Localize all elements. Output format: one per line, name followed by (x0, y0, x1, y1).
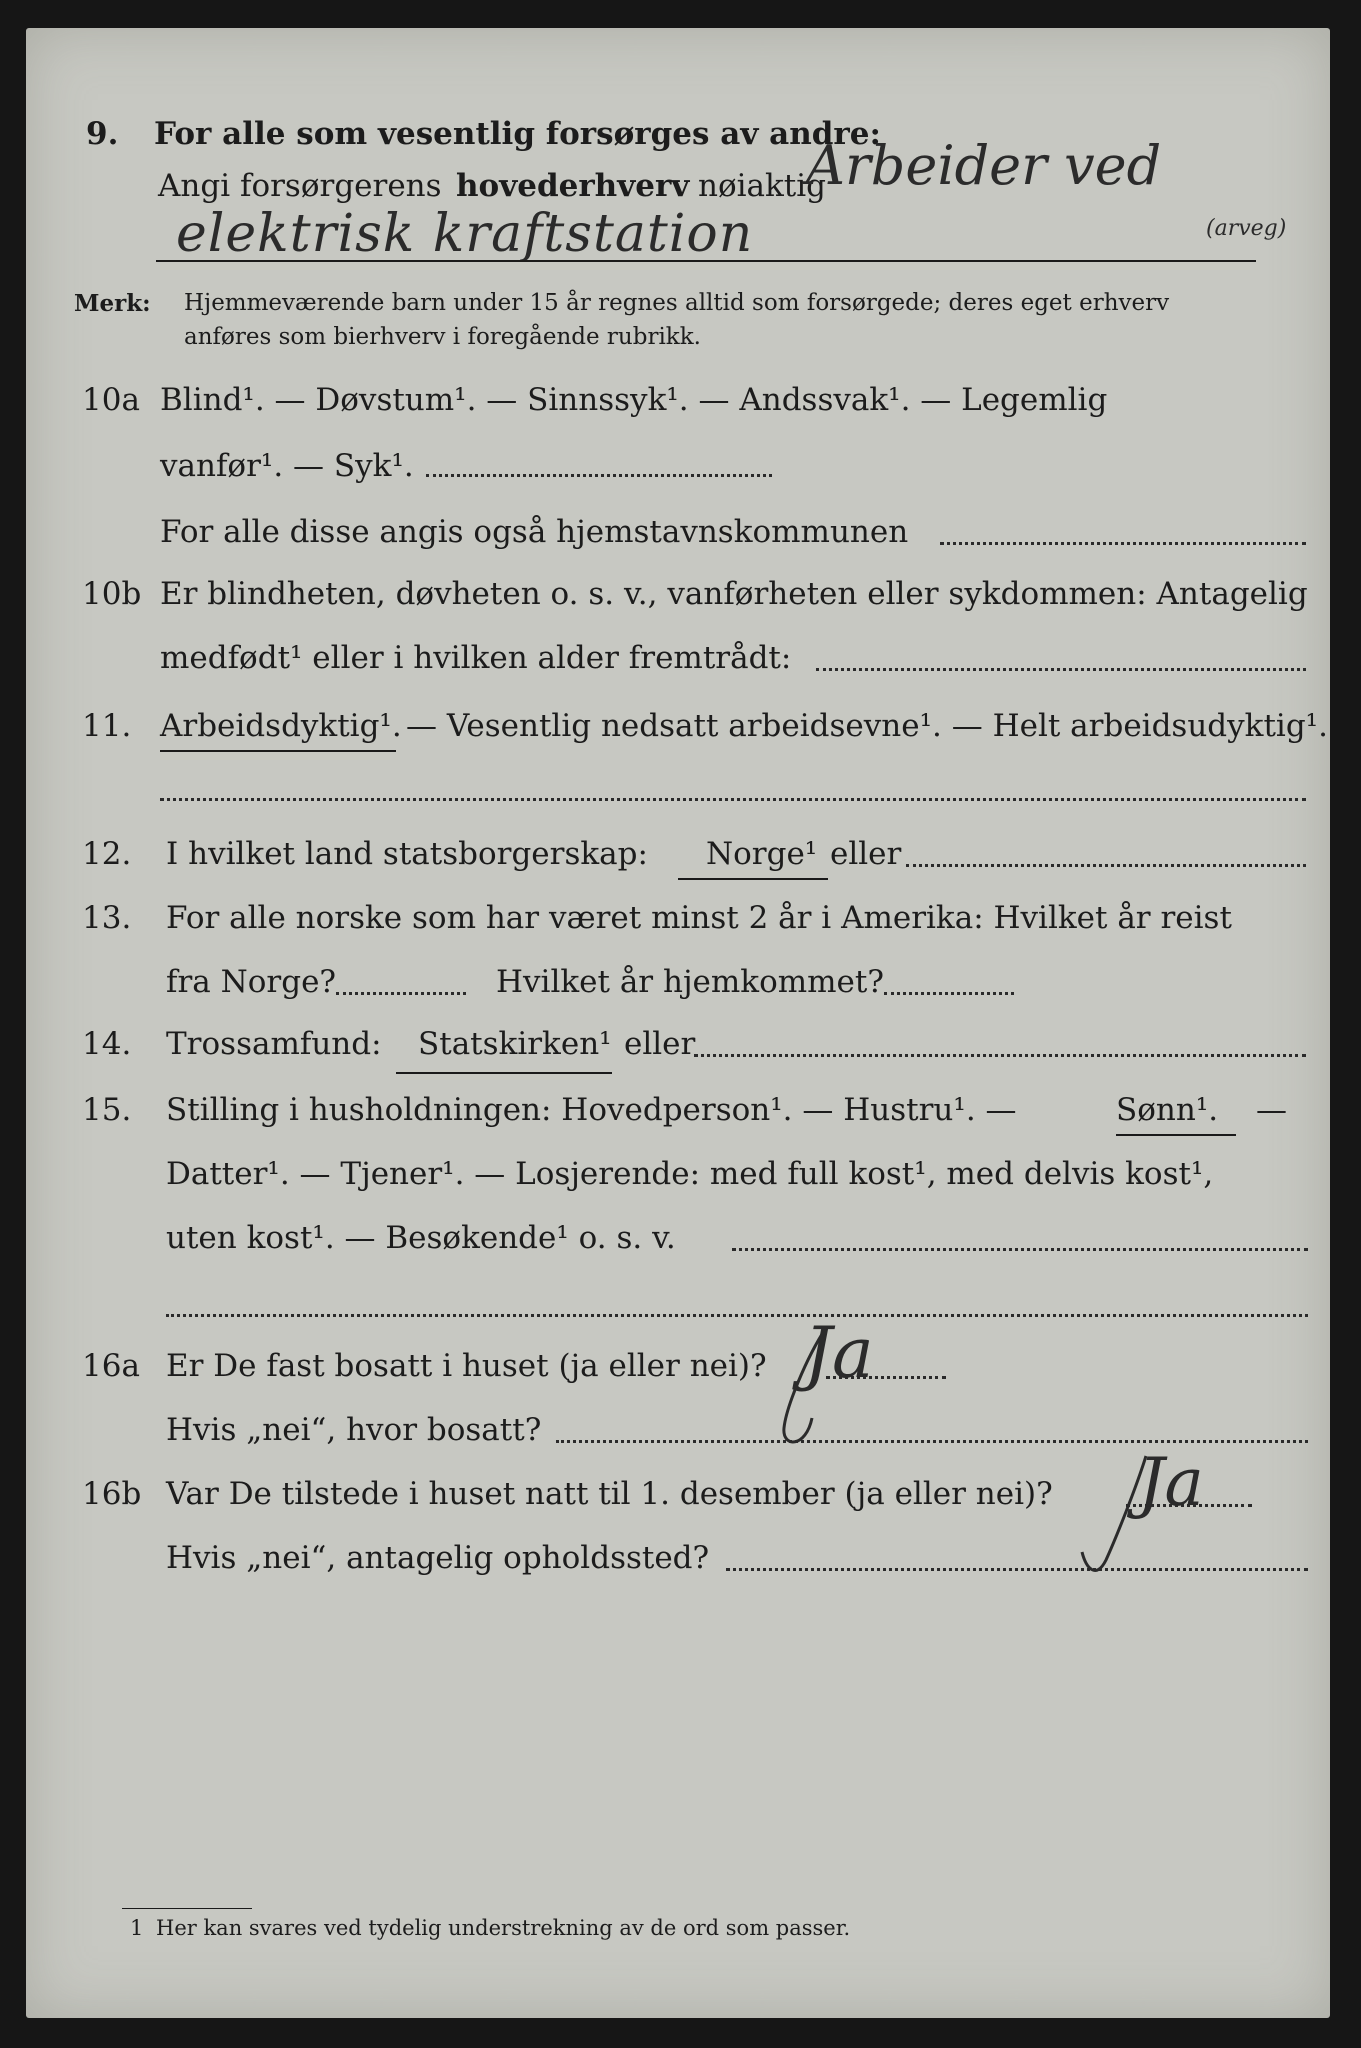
question-12-text: I hvilket land statsborgerskap: (166, 836, 648, 872)
handwritten-answer-9-tail: (arveg) (1206, 216, 1287, 241)
answer-line (156, 260, 1256, 262)
dotted-answer-line (160, 798, 1306, 801)
dotted-answer-line (884, 992, 1014, 995)
question-15-line1: Stilling i husholdningen: Hovedperson¹. — Hustru¹. — (166, 1092, 1017, 1128)
option-underline (678, 878, 828, 880)
handwritten-answer-16b: Ja (1138, 1444, 1204, 1521)
option-norge: Norge¹ (706, 836, 818, 872)
question-number: 13. (82, 900, 132, 936)
question-number: 10b (82, 576, 142, 612)
dotted-answer-line (816, 668, 1306, 671)
option-arbeidsdyktig: Arbeidsdyktig¹. (160, 708, 402, 744)
question-number: 15. (82, 1092, 132, 1128)
footnote-rule (122, 1908, 252, 1909)
question-13-from: fra Norge? (166, 964, 337, 1000)
question-number: 16b (82, 1476, 142, 1512)
question-10b-line1: Er blindheten, døvheten o. s. v., vanførheten eller sykdommen: Antagelig (160, 576, 1308, 612)
handwritten-stroke-16b (1066, 1448, 1156, 1588)
dotted-answer-line (694, 1054, 1306, 1057)
question-10a-line1: Blind¹. — Døvstum¹. — Sinnssyk¹. — Andssvak¹. — Legemlig (160, 382, 1108, 418)
question-10b-text2: medfødt¹ eller i hvilken alder fremtrådt: (160, 640, 792, 676)
question-9-prefix: Angi forsørgerens (158, 168, 442, 204)
question-9-bold-word: hovederhverv (456, 168, 690, 204)
question-11-rest: — Vesentlig nedsatt arbeidsevne¹. — Helt arbeidsudyktig¹. (406, 708, 1328, 744)
question-13-line1: For alle norske som har været minst 2 år i Amerika: Hvilket år reist (166, 900, 1232, 936)
question-15-dash: — (1256, 1092, 1287, 1128)
question-13-returned: Hvilket år hjemkommet? (496, 964, 884, 1000)
question-16b-line1: Var De tilstede i huset natt til 1. desember (ja eller nei)? (166, 1476, 1053, 1512)
dotted-answer-line (826, 1376, 946, 1379)
census-form-page (26, 28, 1330, 2018)
question-14-text: Trossamfund: (166, 1026, 382, 1062)
option-underline (396, 1072, 612, 1074)
question-16b-text2: Hvis „nei“, antagelig opholdssted? (166, 1540, 710, 1576)
question-number: 9. (86, 116, 119, 152)
option-underline (1116, 1134, 1236, 1136)
dotted-answer-line (426, 474, 772, 477)
question-16a-line1: Er De fast bosatt i huset (ja eller nei)? (166, 1348, 767, 1384)
question-15-text3: uten kost¹. — Besøkende¹ o. s. v. (166, 1220, 676, 1256)
option-statskirken: Statskirken¹ (418, 1026, 612, 1062)
dotted-answer-line (940, 542, 1306, 545)
option-sonn: Sønn¹. (1116, 1092, 1219, 1128)
handwritten-stroke-16a (766, 1318, 846, 1458)
dotted-answer-line (732, 1248, 1308, 1251)
option-underline (160, 750, 396, 752)
question-15-text2: Datter¹. — Tjener¹. — Losjerende: med full kost¹, med delvis kost¹, (166, 1156, 1214, 1192)
question-number: 10a (82, 382, 140, 418)
question-number: 16a (82, 1348, 140, 1384)
question-12-suffix: eller (830, 836, 902, 872)
dotted-answer-line (906, 864, 1306, 867)
handwritten-answer-16a: Ja (804, 1312, 874, 1394)
merk-line1: Hjemmeværende barn under 15 år regnes alltid som forsørgede; deres eget erhverv (184, 290, 1170, 316)
question-10a-text2: vanfør¹. — Syk¹. (160, 448, 414, 484)
handwritten-answer-9-line1: Arbeider ved (806, 134, 1162, 197)
dotted-answer-line (726, 1568, 1308, 1571)
dotted-answer-line (336, 992, 466, 995)
question-14-suffix: eller (624, 1026, 696, 1062)
question-number: 14. (82, 1026, 132, 1062)
question-16a-text2: Hvis „nei“, hvor bosatt? (166, 1412, 542, 1448)
question-number: 11. (82, 708, 132, 744)
dotted-answer-line (166, 1314, 1308, 1317)
question-9-text: For alle som vesentlig forsørges av andre: (154, 116, 881, 152)
merk-line2: anføres som bierhverv i foregående rubrikk. (184, 324, 701, 350)
handwritten-answer-9-line2: elektrisk kraftstation (176, 204, 754, 264)
dotted-answer-line (1126, 1504, 1252, 1507)
question-10a-text3: For alle disse angis også hjemstavnskommunen (160, 514, 909, 550)
dotted-answer-line (556, 1440, 1308, 1443)
merk-label: Merk: (74, 290, 151, 317)
footnote-text: Her kan svares ved tydelig understrekning av de ord som passer. (156, 1916, 851, 1940)
footnote-mark: 1 (130, 1916, 144, 1940)
question-9-suffix: nøiaktig (698, 168, 827, 204)
question-number: 12. (82, 836, 132, 872)
